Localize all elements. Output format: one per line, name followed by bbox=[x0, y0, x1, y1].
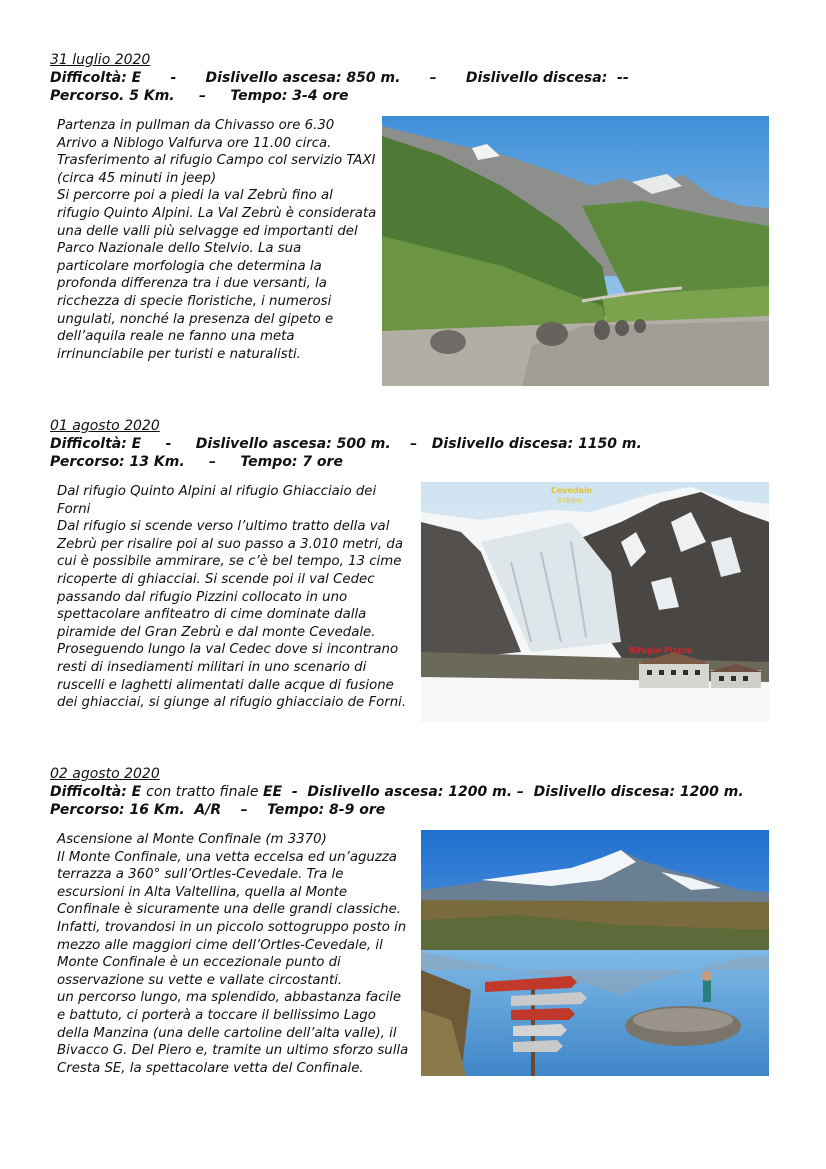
day-3-elevation: EE - Dislivello ascesa: 1200 m. – Dislivello discesa: 1200 m. bbox=[262, 784, 744, 800]
day-3-paragraph: un percorso lungo, ma splendido, abbastanza facile e battuto, ci porterà a toccare il bellissimo Lago della Manzina (una delle cartoline dell’alta valle), il Bivacco G. Del Piero e, tramite un ultimo sforzo sulla Cresta SE, la spettacolare vetta del Confinale. bbox=[57, 990, 409, 1076]
day-1-paragraph: Trasferimento al rifugio Campo col servizio TAXI (circa 45 minuti in jeep) bbox=[57, 153, 376, 186]
val-zebru-photo bbox=[382, 116, 769, 386]
day-3-difficulty-note: con tratto finale bbox=[146, 784, 263, 800]
lago-manzina-photo bbox=[421, 830, 769, 1076]
day-1-route-line: Percorso. 5 Km. – Tempo: 3-4 ore bbox=[50, 88, 349, 104]
day-3-paragraph: Il Monte Confinale, una vetta eccelsa ed un’aguzza terrazza a 360° sull’Ortles-Cevedale. Tra le escursioni in Alta Valtellina, quella al Monte Confinale è sicuramente una delle grandi classiche. Infatti, trovandosi in un piccolo sottogruppo posto in mezzo alle maggiori cime dell’Ortles-Cevedale, il Monte Confinale è un eccezionale punto di osservazione su vette e vallate circostanti. bbox=[57, 849, 407, 988]
day-1-date: 31 luglio 2020 bbox=[50, 52, 151, 68]
day-2-paragraph: Dal rifugio Quinto Alpini al rifugio Ghiacciaio dei Forni bbox=[57, 484, 377, 517]
day-2-section bbox=[50, 418, 780, 471]
cevedale-pizzini-photo bbox=[421, 482, 769, 722]
day-2-route-line: Percorso: 13 Km. – Tempo: 7 ore bbox=[50, 454, 343, 470]
day-3-section bbox=[50, 766, 780, 819]
photo-label-height: 3769m bbox=[557, 497, 582, 505]
day-1-paragraph: Partenza in pullman da Chivasso ore 6.30 bbox=[57, 118, 335, 133]
day-1-difficulty-line: Difficoltà: E - Dislivello ascesa: 850 m. – Dislivello discesa: -- bbox=[50, 70, 629, 86]
day-3-difficulty: Difficoltà: E bbox=[50, 784, 147, 800]
day-2-date: 01 agosto 2020 bbox=[50, 418, 160, 434]
day-3-difficulty-line bbox=[50, 783, 780, 801]
day-1-paragraph: Arrivo a Niblogo Valfurva ore 11.00 circa. bbox=[57, 135, 332, 151]
day-2-paragraph: Dal rifugio si scende verso l’ultimo tratto della val Zebrù per risalire poi al suo passo a 3.010 metri, da cui è possibile ammirare, se c’è bel tempo, 13 cime ricoperte di ghiacciai. Si scende poi il val Cedec passando dal rifugio Pizzini collocato in uno spettacolare anfiteatro di cime dominate dalla piramide del Gran Zebrù e dal monte Cevedale. bbox=[57, 519, 403, 640]
day-3-route-line: Percorso: 16 Km. A/R – Tempo: 8-9 ore bbox=[50, 802, 386, 818]
day-1-section bbox=[50, 52, 780, 105]
day-1-description bbox=[57, 117, 377, 363]
day-3-date: 02 agosto 2020 bbox=[50, 766, 160, 782]
day-3-description bbox=[57, 831, 409, 1077]
day-2-description bbox=[57, 483, 413, 712]
day-1-paragraph: Si percorre poi a piedi la val Zebrù fino al rifugio Quinto Alpini. La Val Zebrù è considerata una delle valli più selvagge ed importanti del Parco Nazionale dello Stelvio. La sua particolare morfologia che determina la profonda differenza tra i due versanti, la ricchezza di specie floristiche, i numerosi ungulati, nonché la presenza del gipeto e dell’aquila reale ne fanno una meta irrinunciabile per turisti e naturalisti. bbox=[57, 188, 377, 362]
day-3-paragraph: Ascensione al Monte Confinale (m 3370) bbox=[57, 832, 327, 847]
day-2-difficulty-line: Difficoltà: E - Dislivello ascesa: 500 m. – Dislivello discesa: 1150 m. bbox=[50, 436, 642, 452]
photo-label-hut: Rifugio Pizzini bbox=[629, 646, 693, 655]
day-2-paragraph: Proseguendo lungo la val Cedec dove si incontrano resti di insediamenti militari in uno scenario di ruscelli e laghetti alimentati dalle acque di fusione dei ghiacciai, si giunge al rifugio ghiacciaio de Forni. bbox=[57, 642, 407, 711]
photo-label-peak: Cevedale bbox=[551, 486, 593, 495]
